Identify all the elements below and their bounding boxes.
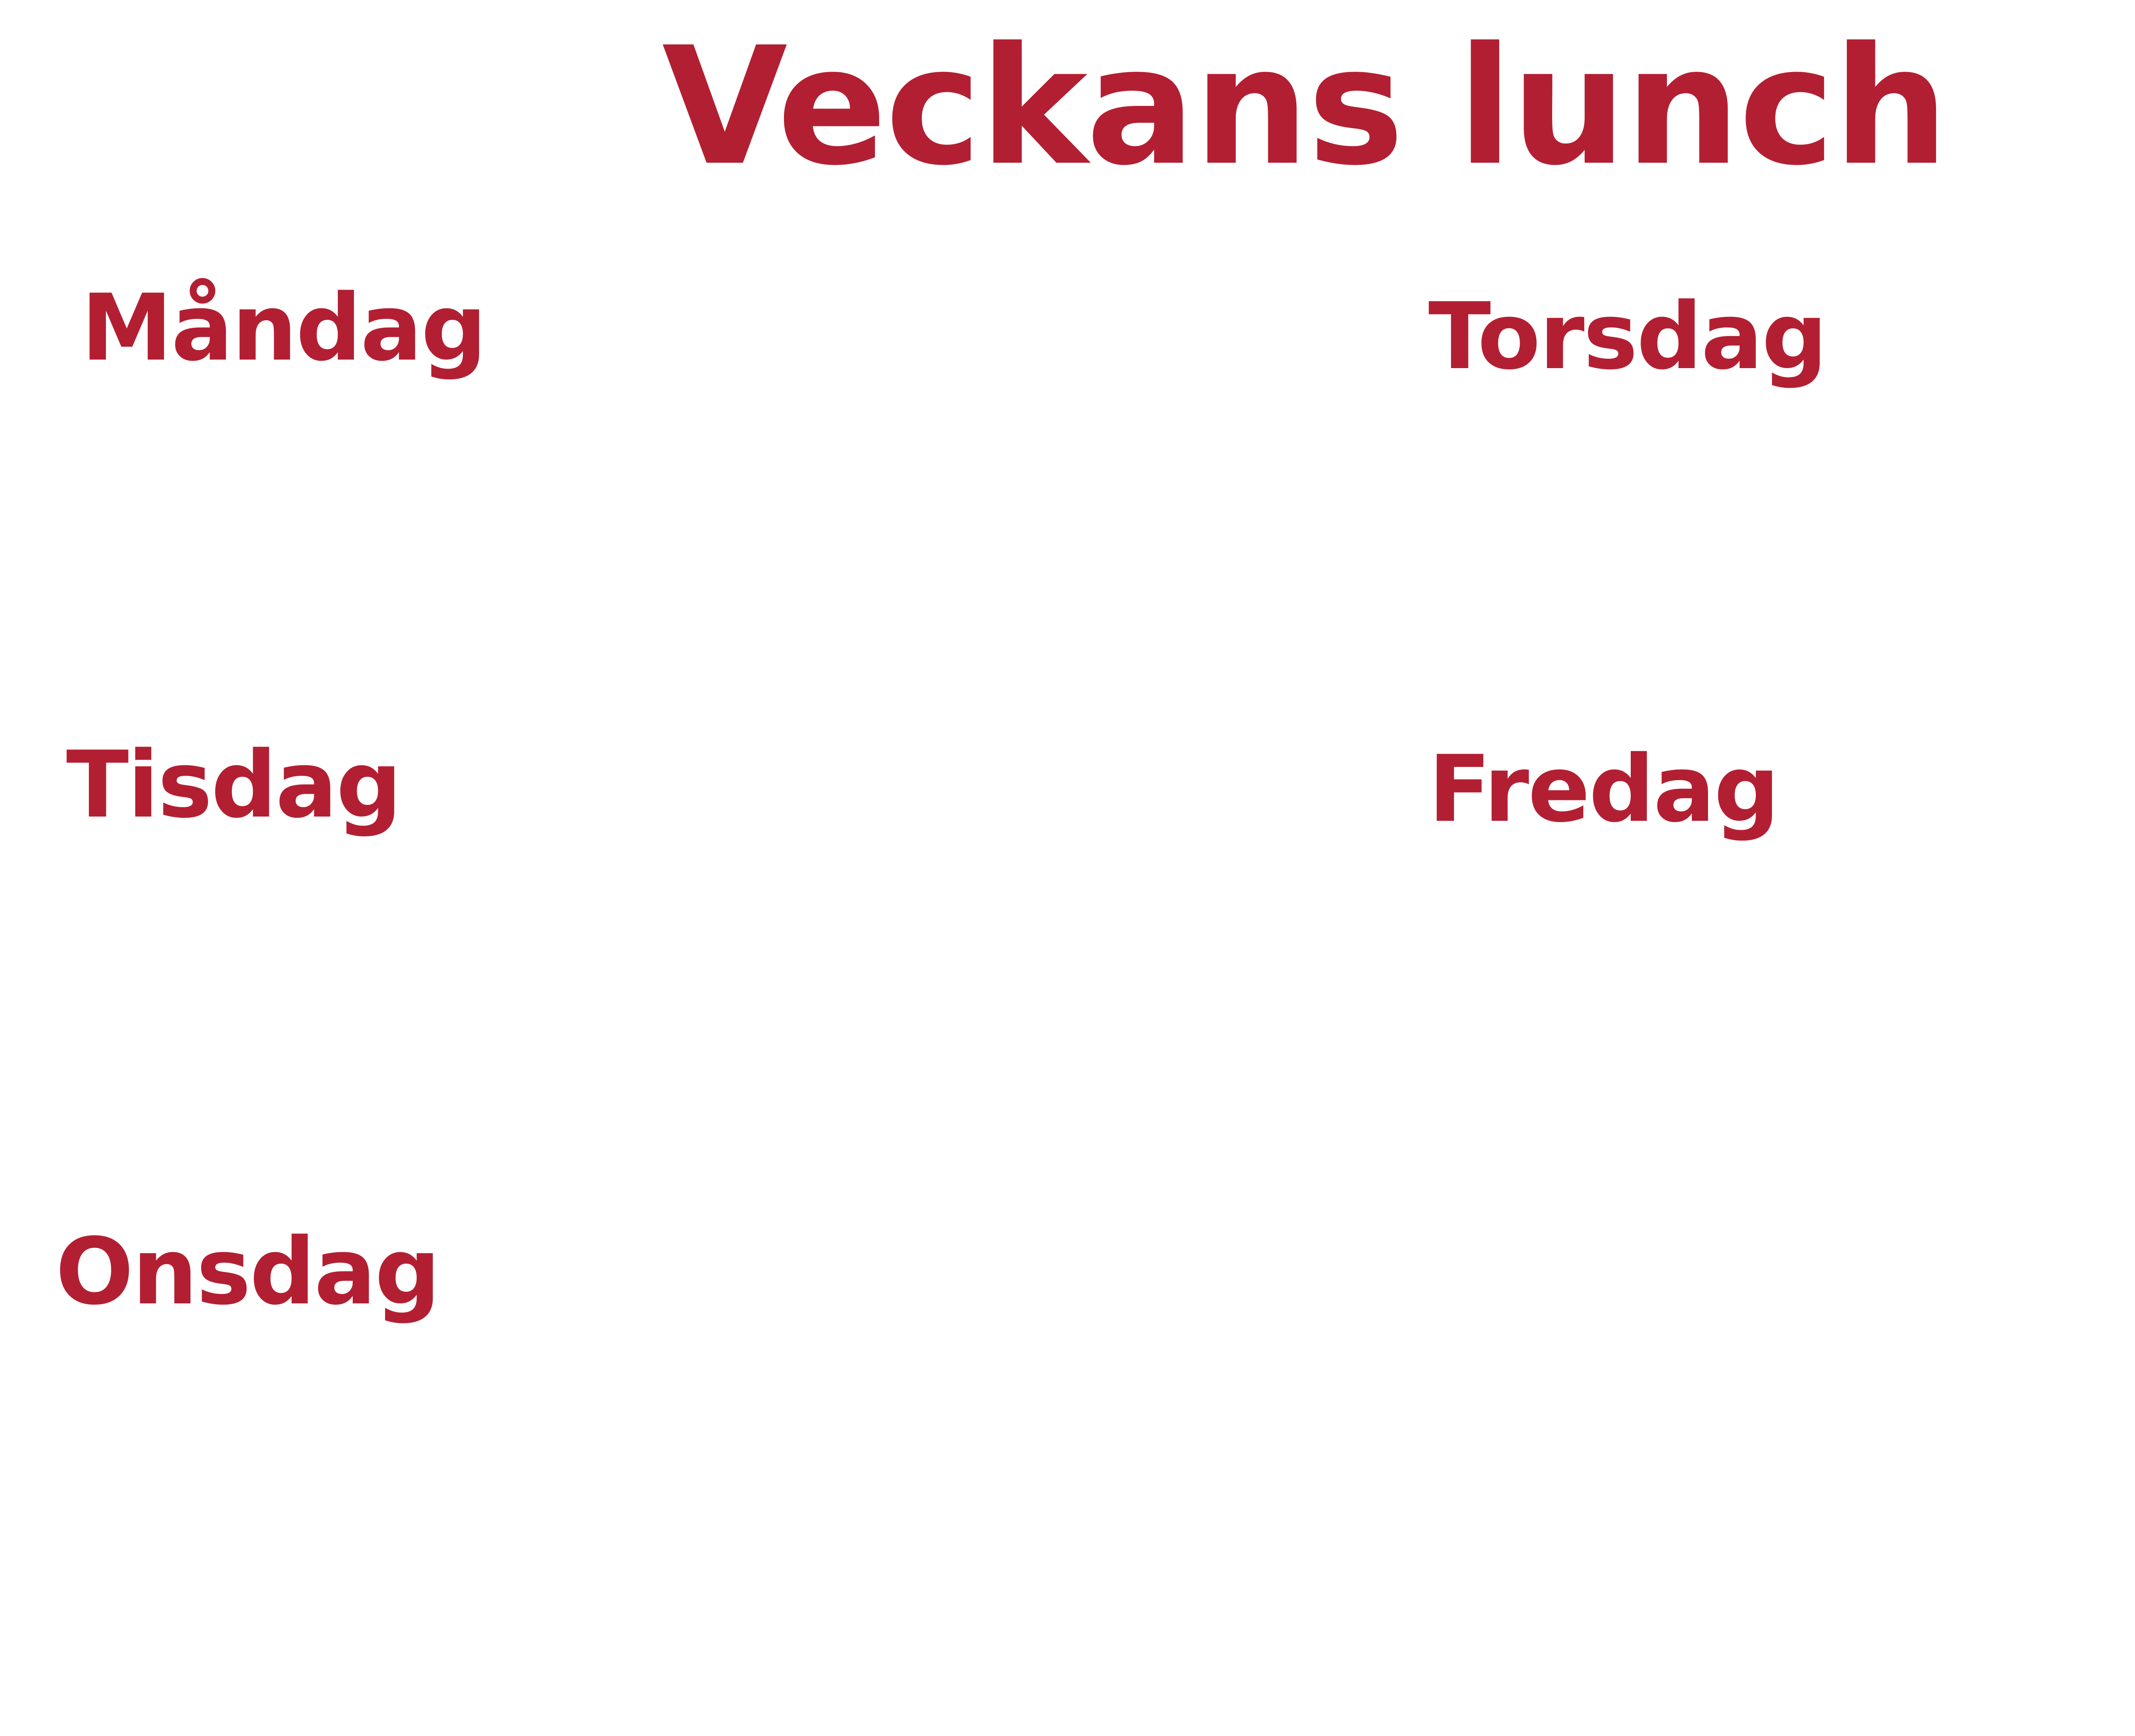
day-heading-thursday: Torsdag bbox=[1428, 283, 1826, 390]
page-title: Veckans lunch bbox=[662, 12, 1947, 201]
day-heading-friday: Fredag bbox=[1428, 735, 1778, 843]
day-heading-wednesday: Onsdag bbox=[56, 1218, 439, 1325]
day-heading-tuesday: Tisdag bbox=[66, 731, 401, 838]
day-heading-monday: Måndag bbox=[81, 274, 485, 381]
